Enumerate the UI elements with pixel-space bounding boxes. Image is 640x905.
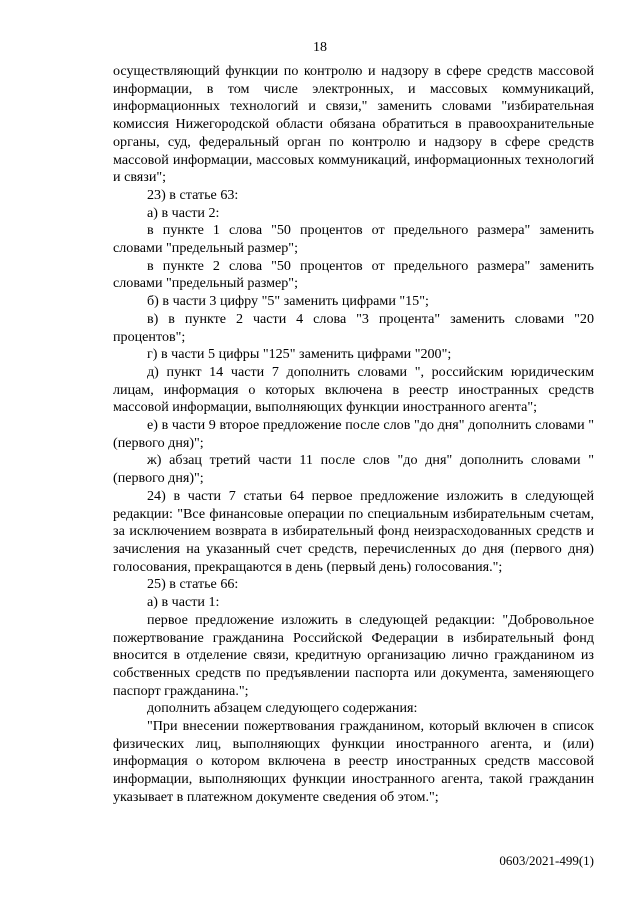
paragraph: б) в части 3 цифру "5" заменить цифрами "15";: [147, 293, 429, 310]
document-registration-code: 0603/2021-499(1): [499, 853, 594, 868]
paragraph: в пункте 1 слова "50 процентов от предельного размера" заменить словами "предельный размер";: [113, 222, 594, 257]
page-number: 18: [313, 40, 327, 55]
paragraph: в) в пункте 2 части 4 слова "3 процента" заменить словами "20 процентов";: [113, 310, 594, 345]
paragraph: дополнить абзацем следующего содержания:: [147, 700, 418, 717]
paragraph: ж) абзац третий части 11 после слов "до дня" дополнить словами "(первого дня)";: [113, 452, 594, 487]
paragraph: е) в части 9 второе предложение после слов "до дня" дополнить словами "(первого дня)";: [113, 417, 594, 451]
paragraph: а) в части 2:: [147, 204, 220, 221]
paragraph: а) в части 1:: [147, 594, 220, 611]
document-body: [113, 63, 594, 807]
paragraph: "При внесении пожертвования гражданином, который включен в список физических лиц, выполняющих функции иностранного агента, и (или) информация о котором включена в реестр иностранных средств массовой информации, выполняющих функции иностранного агента, такой гражданин указывает в платежном документе сведения об этом.";: [113, 718, 594, 805]
paragraph: осуществляющий функции по контролю и надзору в сфере средств массовой информации, в том числе электронных, и массовых коммуникаций, информационных технологий и связи," заменить словами "избирательная комиссия Нижегородской области обязана обратиться в правоохранительные органы, суд, федеральный орган по контролю и надзору в сфере средств массовой информации, массовых коммуникаций, информационных технологий и связи";: [113, 63, 594, 186]
paragraph: г) в части 5 цифры "125" заменить цифрами "200";: [147, 346, 452, 363]
paragraph: д) пункт 14 части 7 дополнить словами ", российским юридическим лицам, информация о которых включена в реестр иностранных средств массовой информации, выполняющих функции иностранного агента";: [113, 363, 594, 416]
paragraph: 23) в статье 63:: [147, 186, 239, 203]
paragraph: в пункте 2 слова "50 процентов от предельного размера" заменить словами "предельный размер";: [113, 257, 594, 292]
paragraph: первое предложение изложить в следующей редакции: "Добровольное пожертвование гражданина Российской Федерации в избирательный фонд вносится в отделение связи, кредитную организацию лично гражданином из собственных средств по предъявлении паспорта или документа, заменяющего паспорт гражданина.";: [113, 611, 594, 699]
paragraph: 25) в статье 66:: [147, 576, 239, 593]
paragraph: 24) в части 7 статьи 64 первое предложение изложить в следующей редакции: "Все финансовые операции по специальным избирательным счетам, за исключением возврата в избирательный фонд неизрасходованных средств и зачисления на указанный счет средств, перечисленных до дня (первого дня) голосования, прекращаются в день (первый день) голосования.";: [113, 487, 594, 575]
